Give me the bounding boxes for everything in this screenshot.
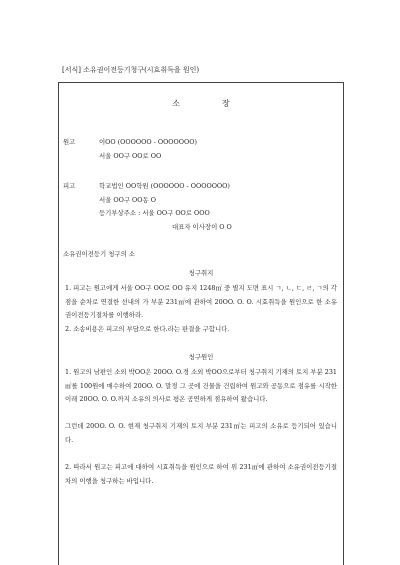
- plaintiff-address: 서울 OO구 OO로 OO: [99, 152, 162, 160]
- claim-purpose-item-2: 2. 소송비용은 피고의 부담으로 한다.라는 판결을 구합니다.: [65, 325, 230, 333]
- title-left: 소: [172, 99, 180, 108]
- document-title: [59, 99, 343, 110]
- defendant-registry-address: 등기부상주소 : 서울 OO구 OO로 OOO: [99, 209, 210, 217]
- claim-purpose-item-1: 1. 피고는 원고에게 서울 OO구 OO로 OO 유지 1248㎡ 중 별지 도면 표시 ㄱ, ㄴ, ㄷ, ㄹ, ㄱ의 각 점을 순차로 연결한 선내의 가 부분 231㎡에 관하여 20OO. O. O. 시효취득을 원인으로 한 소유권이전등기절차를 이행하라.: [65, 284, 337, 320]
- defendant-address: 서울 OO구 OO동 O: [99, 196, 156, 204]
- claim-purpose-heading: 청구취지: [188, 269, 214, 277]
- claim-cause-item-1b: 그런데 20OO. O. O. 현재 청구취지 기재의 토지 부분 231㎡는 피고의 소유로 등기되어 있습니다.: [65, 422, 337, 444]
- document-frame: [58, 82, 344, 565]
- defendant-label: 피고: [63, 182, 76, 190]
- plaintiff-label: 원고: [63, 138, 76, 146]
- title-right: 장: [222, 99, 230, 108]
- plaintiff-name: 이OO (OOOOOO - OOOOOOO): [99, 138, 198, 146]
- claim-cause-item-1: 1. 원고의 남편인 소외 박OO은 20OO. O.경 소외 박OO으로부터 청구취지 기재의 토지 부분 231㎡를 100원에 매수하여 20OO. O. 말경 그 곳에 건물을 건립하여 원고와 공동으로 점유를 시작한 이래 20OO. O. O.까지 소유의 의사로 평온 공연하게 점유하여 왔습니다.: [65, 368, 337, 404]
- form-caption: [서식] 소유권이전등기청구(시효취득을 원인): [62, 66, 200, 74]
- claim-cause-item-2: 2. 따라서 원고는 피고에 대하여 시효취득을 원인으로 하여 위 231㎡에 관하여 소유권이전등기절차의 이행을 청구하는 바입니다.: [65, 463, 337, 485]
- case-name: 소유권이전등기 청구의 소: [63, 250, 135, 258]
- defendant-representative: 대표자 이사장이 O O: [172, 223, 232, 231]
- defendant-name: 학교법인 OO학원 (OOOOOO - OOOOOOO): [99, 182, 230, 190]
- claim-cause-heading: 청구원인: [188, 353, 214, 361]
